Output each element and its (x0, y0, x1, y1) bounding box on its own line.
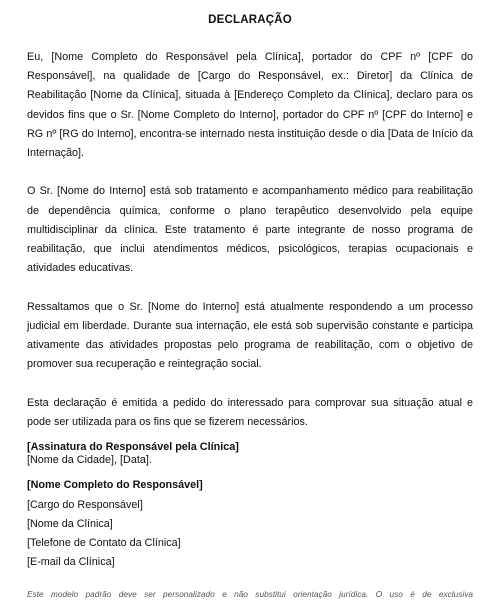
clinic-phone: [Telefone de Contato da Clínica] (27, 537, 181, 549)
paragraph-purpose: Esta declaração é emitida a pedido do interessado para comprovar sua situação atual e pode ser utilizada para os fins que se fizerem necessários. (27, 396, 473, 428)
clinic-name: [Nome da Clínica] (27, 517, 113, 530)
paragraph-legal-process: Ressaltamos que o Sr. [Nome do Interno] está atualmente respondendo a um processo judicial em liberdade. Durante sua internação, ele está sob supervisão constante e participa ativamente das atividades propostas pelo programa de reabilitação, com o objetivo de promover sua recuperação e reintegração social. (27, 300, 473, 371)
signature-spacer (27, 457, 473, 476)
document-page (27, 0, 473, 600)
document-title: DECLARAÇÃO (208, 14, 292, 26)
disclaimer-footer: Este modelo padrão deve ser personalizado e não substitui orientação jurídica. O uso é de exclusiva (27, 589, 473, 599)
signer-role: [Cargo do Responsável] (27, 498, 143, 511)
paragraph-declaration-intro: Eu, [Nome Completo do Responsável pela Clínica], portador do CPF nº [CPF do Responsável], na qualidade de [Cargo do Responsável, ex.: Diretor] da Clínica de Reabilitação [Nome da Clínica], situada à [Endereço Completo da Clínica], declaro para os devidos fins que o Sr. [Nome Completo do Interno], portador do CPF nº [CPF do Interno] e RG nº [RG do Interno], encontra-se internado nesta instituição desde o dia [Data de Início da Internação]. (27, 51, 473, 160)
paragraph-place-date: [Nome da Cidade], [Data]. (27, 454, 152, 467)
signer-name: [Nome Completo do Responsável] (27, 479, 203, 492)
signature-label: [Assinatura do Responsável pela Clínica] (27, 441, 239, 453)
signature-block (27, 438, 473, 572)
paragraph-treatment: O Sr. [Nome do Interno] está sob tratamento e acompanhamento médico para reabilitação de dependência química, conforme o plano terapêutico desenvolvido pela equipe multidisciplinar da clínica. Este tratamento é parte integrante de nosso programa de reabilitação, que inclui atendimentos médicos, psicológicos, terapias ocupacionais e atividades educativas. (27, 185, 473, 275)
document-body (27, 48, 473, 490)
clinic-email: [E-mail da Clínica] (27, 556, 115, 569)
